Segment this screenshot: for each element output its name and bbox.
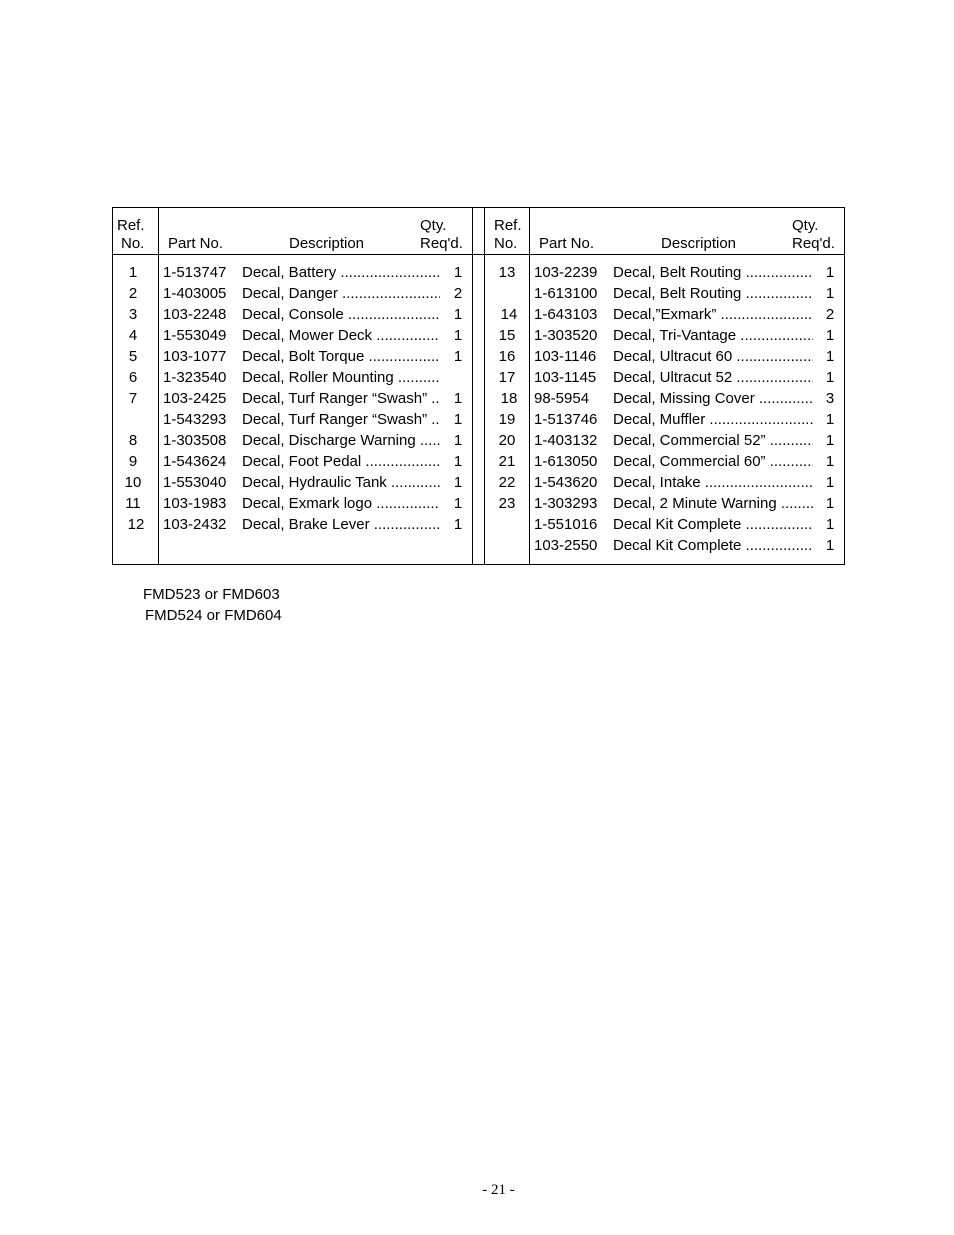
description: Decal, Ultracut 60 ..... (613, 346, 813, 367)
description: Decal, Discharge Warning ..... (242, 430, 440, 451)
description: Decal Kit Complete ..... (613, 514, 813, 535)
part-no: 103-2550 (534, 537, 598, 554)
description: Decal, Ultracut 52 ..... (613, 367, 813, 388)
part-no: 1-643103 (534, 306, 598, 323)
description: Decal, Console ..... (242, 304, 440, 325)
ref-no: 20 (498, 432, 516, 449)
header-qty-line1: Qty. (420, 217, 447, 234)
qty: 1 (453, 432, 463, 449)
description: Decal, 2 Minute Warning ..... (613, 493, 813, 514)
ref-no: 6 (128, 369, 138, 386)
part-no: 103-2432 (163, 516, 227, 533)
qty: 1 (825, 453, 835, 470)
qty: 1 (825, 537, 835, 554)
description: Decal Kit Complete ..... (613, 535, 813, 556)
description: Decal, Commercial 60” ..... (613, 451, 813, 472)
qty: 1 (825, 474, 835, 491)
qty: 1 (453, 264, 463, 281)
ref-no: 7 (128, 390, 138, 407)
header-qty-line1: Qty. (792, 217, 819, 234)
qty: 1 (453, 474, 463, 491)
qty: 1 (825, 264, 835, 281)
ref-no: 9 (128, 453, 138, 470)
ref-no: 8 (128, 432, 138, 449)
part-no: 1-323540 (163, 369, 227, 386)
column-divider (529, 208, 530, 564)
header-ref-line1: Ref. (117, 217, 145, 234)
part-no: 1-513746 (534, 411, 598, 428)
ref-no: 21 (498, 453, 516, 470)
qty: 1 (453, 348, 463, 365)
ref-no: 23 (498, 495, 516, 512)
qty: 1 (453, 327, 463, 344)
qty: 3 (825, 390, 835, 407)
header-description: Description (661, 235, 737, 252)
ref-no: 14 (500, 306, 518, 323)
part-no: 1-551016 (534, 516, 598, 533)
column-divider (484, 208, 485, 564)
description: Decal, Turf Ranger “Swash” ..... (242, 388, 440, 409)
description: Decal, Battery ..... (242, 262, 440, 283)
ref-no: 13 (498, 264, 516, 281)
ref-no: 12 (127, 516, 145, 533)
qty: 1 (453, 453, 463, 470)
page-number: - 21 - (482, 1182, 515, 1198)
part-no: 98-5954 (534, 390, 590, 407)
ref-no: 5 (128, 348, 138, 365)
header-part-no: Part No. (539, 235, 595, 252)
description: Decal, Muffler ..... (613, 409, 813, 430)
header-divider (113, 254, 844, 255)
part-no: 1-543624 (163, 453, 227, 470)
description: Decal, Bolt Torque ..... (242, 346, 440, 367)
ref-no: 22 (498, 474, 516, 491)
header-description: Description (289, 235, 365, 252)
description: Decal, Brake Lever ..... (242, 514, 440, 535)
header-qty-line2: Req'd. (792, 235, 835, 252)
description: Decal, Mower Deck ..... (242, 325, 440, 346)
part-no: 1-553049 (163, 327, 227, 344)
description: Decal, Tri-Vantage ..... (613, 325, 813, 346)
ref-no: 15 (498, 327, 516, 344)
description: Decal, Intake ..... (613, 472, 813, 493)
part-no: 103-1146 (534, 348, 597, 365)
part-no: 103-2425 (163, 390, 227, 407)
part-no: 1-403132 (534, 432, 598, 449)
qty: 1 (453, 516, 463, 533)
part-no: 103-1145 (534, 369, 597, 386)
ref-no: 19 (498, 411, 516, 428)
part-no: 1-543620 (534, 474, 598, 491)
part-no: 103-1077 (163, 348, 227, 365)
part-no: 1-613050 (534, 453, 598, 470)
description: Decal, Roller Mounting ..... (242, 367, 440, 388)
qty (447, 367, 469, 388)
description: Decal, Exmark logo ..... (242, 493, 440, 514)
qty: 2 (453, 285, 463, 302)
ref-no (489, 514, 525, 535)
qty: 1 (453, 495, 463, 512)
header-part-no: Part No. (168, 235, 224, 252)
qty: 1 (825, 327, 835, 344)
ref-no: 10 (124, 474, 142, 491)
ref-no: 3 (128, 306, 138, 323)
description: Decal, Belt Routing ..... (613, 283, 813, 304)
model-note: FMD523 or FMD603 (143, 586, 280, 603)
ref-no: 2 (128, 285, 138, 302)
ref-no: 18 (500, 390, 518, 407)
qty: 1 (825, 516, 835, 533)
part-no: 1-303520 (534, 327, 598, 344)
part-no: 103-2239 (534, 264, 598, 281)
part-no: 1-513747 (163, 264, 227, 281)
description: Decal, Foot Pedal ..... (242, 451, 440, 472)
ref-no: 1 (128, 264, 138, 281)
header-ref-line2: No. (121, 235, 145, 252)
qty: 1 (825, 432, 835, 449)
part-no: 103-1983 (163, 495, 227, 512)
description: Decal, Turf Ranger “Swash” ..... (242, 409, 440, 430)
qty: 2 (825, 306, 835, 323)
ref-no (489, 283, 525, 304)
column-divider (158, 208, 159, 564)
qty: 1 (453, 411, 463, 428)
ref-no: 4 (128, 327, 138, 344)
part-no: 1-303293 (534, 495, 598, 512)
description: Decal, Danger ..... (242, 283, 440, 304)
qty: 1 (453, 390, 463, 407)
ref-no: 16 (498, 348, 516, 365)
part-no: 1-303508 (163, 432, 227, 449)
column-divider (472, 208, 473, 564)
description: Decal,”Exmark” ..... (613, 304, 813, 325)
part-no: 103-2248 (163, 306, 227, 323)
description: Decal, Belt Routing ..... (613, 262, 813, 283)
description: Decal, Commercial 52” ..... (613, 430, 813, 451)
qty: 1 (825, 495, 835, 512)
part-no: 1-543293 (163, 411, 227, 428)
header-ref-line2: No. (494, 235, 518, 252)
header-ref-line1: Ref. (494, 217, 522, 234)
ref-no: 11 (125, 495, 141, 512)
part-no: 1-403005 (163, 285, 227, 302)
header-qty-line2: Req'd. (420, 235, 463, 252)
qty: 1 (825, 369, 835, 386)
qty: 1 (453, 306, 463, 323)
model-note: FMD524 or FMD604 (145, 607, 282, 624)
parts-table (112, 207, 845, 565)
part-no: 1-613100 (534, 285, 598, 302)
description: Decal, Missing Cover ..... (613, 388, 813, 409)
ref-no (113, 409, 153, 430)
description: Decal, Hydraulic Tank ..... (242, 472, 440, 493)
qty: 1 (825, 411, 835, 428)
qty: 1 (825, 348, 835, 365)
qty: 1 (825, 285, 835, 302)
ref-no (489, 535, 525, 556)
ref-no: 17 (498, 369, 516, 386)
part-no: 1-553040 (163, 474, 227, 491)
